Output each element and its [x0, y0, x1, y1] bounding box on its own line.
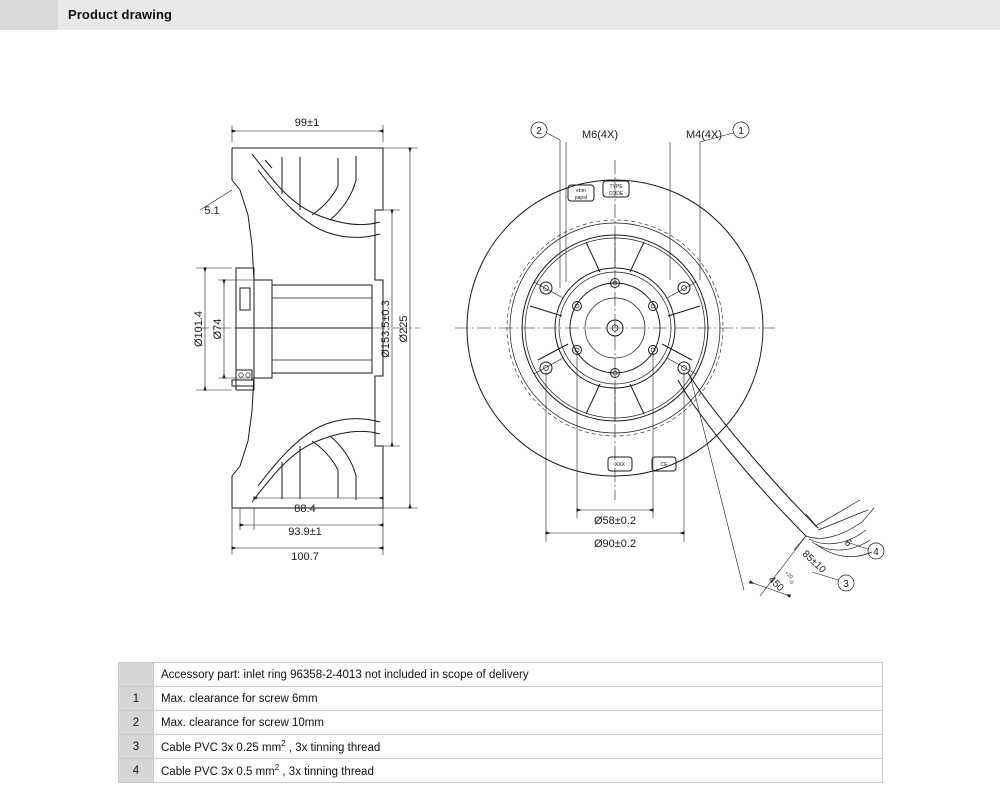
svg-text:TYPE: TYPE — [609, 184, 623, 190]
header-bar — [58, 0, 1000, 31]
notes-table — [118, 662, 883, 783]
dim-d58: Ø58±0.2 — [593, 515, 637, 527]
dim-450-tol-dn: -0 — [787, 578, 795, 586]
table-row — [119, 663, 883, 687]
page-title: Product drawing — [68, 7, 173, 22]
balloon-2 — [531, 122, 560, 288]
svg-text:papst: papst — [574, 195, 588, 201]
note-index: 4 — [119, 759, 154, 783]
svg-text:CE: CE — [660, 462, 668, 468]
product-drawing-canvas — [0, 30, 1000, 650]
svg-text:CODE: CODE — [608, 191, 624, 197]
note-text: Max. clearance for screw 6mm — [154, 687, 883, 711]
note-index: 3 — [119, 735, 154, 759]
dim-d153: Ø153.5±0.3 — [380, 300, 392, 358]
label-plate-left — [568, 185, 594, 201]
table-row — [119, 711, 883, 735]
svg-text:ebm: ebm — [576, 188, 586, 194]
label-plate-right — [603, 181, 629, 197]
note-text: Cable PVC 3x 0.5 $mm^2$ , 3x tinning thread — [154, 759, 883, 783]
dim-100-7: 100.7 — [291, 551, 319, 563]
balloon-2-label: 2 — [536, 126, 542, 137]
note-text: Accessory part: inlet ring 96358-2-4013 not included in scope of delivery — [154, 663, 883, 687]
label-plate-bottom-left — [608, 457, 632, 471]
note-text: Cable PVC 3x 0.25 $mm^2$ , 3x tinning thread — [154, 735, 883, 759]
note-text: Max. clearance for screw 10mm — [154, 711, 883, 735]
balloon-1-label: 1 — [738, 126, 744, 137]
side-section-view — [193, 117, 420, 563]
label-m4: M4(4X) — [685, 129, 723, 141]
dim-d225: Ø225 — [398, 315, 410, 343]
balloon-3 — [812, 572, 854, 591]
dim-450: 450 — [765, 574, 786, 594]
table-row — [119, 759, 883, 783]
dim-99: 99±1 — [294, 117, 320, 129]
dim-85: 85±10 — [799, 548, 828, 576]
header-bar-background — [0, 0, 1000, 30]
dim-450-tol-up: +20 — [783, 570, 794, 581]
balloon-3-label: 3 — [843, 579, 849, 590]
svg-text:XXX: XXX — [614, 462, 626, 468]
dim-88-4: 88.4 — [294, 503, 316, 515]
note-index: 2 — [119, 711, 154, 735]
technical-drawing — [0, 30, 1000, 650]
table-row — [119, 687, 883, 711]
balloon-4-label: 4 — [873, 547, 879, 558]
dim-d74: Ø74 — [212, 318, 224, 340]
dim-6: 6 — [841, 537, 854, 550]
dim-d90: Ø90±0.2 — [593, 538, 637, 550]
balloon-1 — [700, 122, 749, 280]
cable-bundle — [678, 373, 874, 596]
dim-93-9: 93.9±1 — [288, 526, 322, 538]
label-m6: M6(4X) — [581, 129, 619, 141]
note-index: 1 — [119, 687, 154, 711]
table-row — [119, 735, 883, 759]
note-index — [119, 663, 154, 687]
dim-5-1: 5.1 — [204, 205, 220, 217]
front-view — [455, 122, 884, 596]
dim-d101: Ø101.4 — [193, 310, 205, 348]
